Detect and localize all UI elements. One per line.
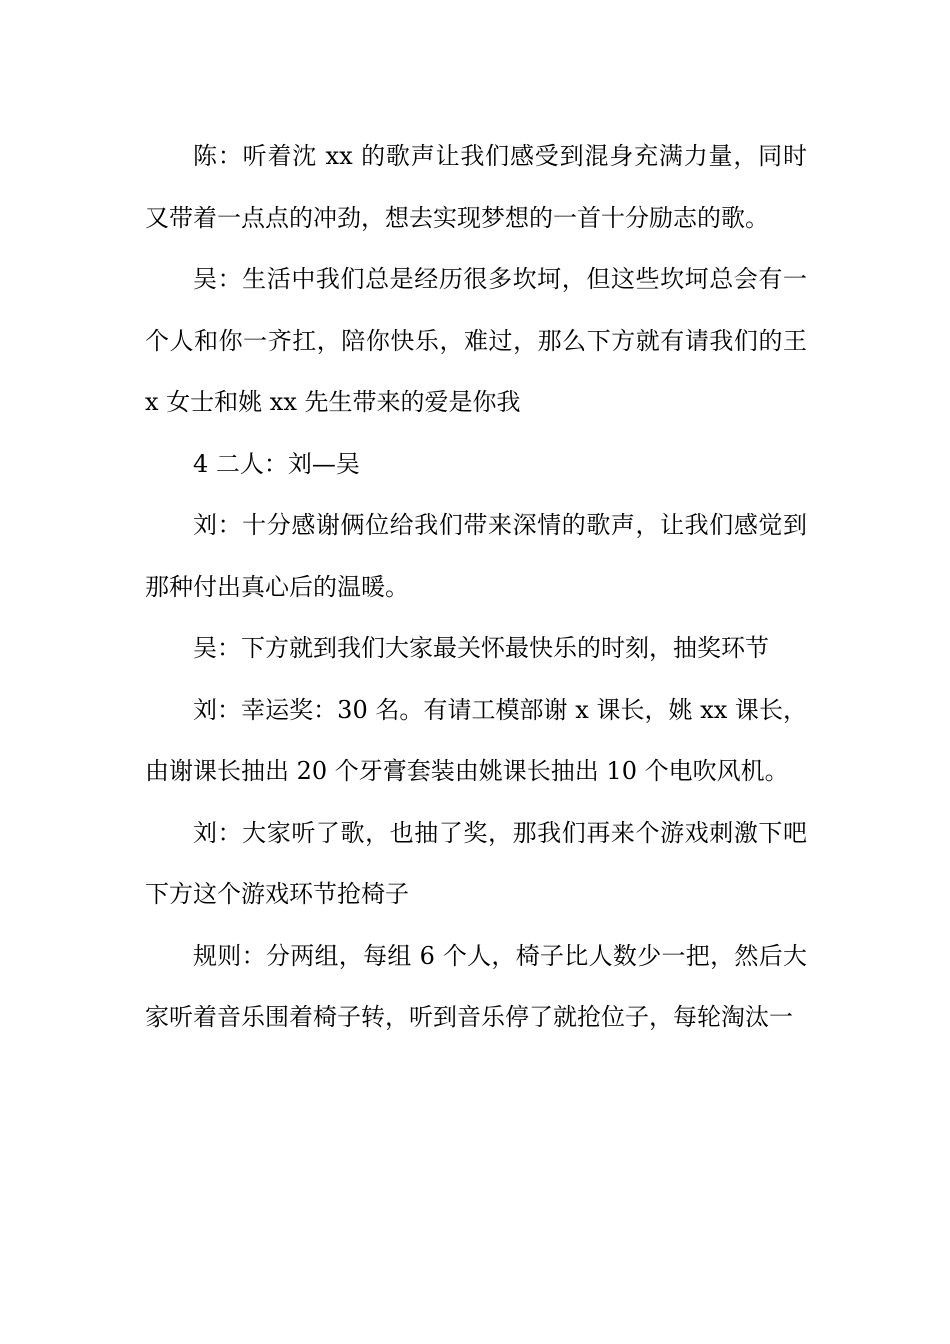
paragraph-liu-lucky-prize: 刘：幸运奖：30 名。有请工模部谢 x 课长，姚 xx 课长，由谢课长抽出 20 个牙膏套装由姚课长抽出 10 个电吹风机。 (145, 695, 807, 785)
paragraph-wu-introduce-duet: 吴：生活中我们总是经历很多坎坷，但这些坎坷总会有一个人和你一齐扛，陪你快乐，难过，那么下方就有请我们的王 x 女士和姚 xx 先生带来的爱是你我 (145, 265, 807, 416)
paragraph-section-heading: 4 二人：刘—吴 (193, 449, 360, 478)
paragraph-wu-lottery: 吴：下方就到我们大家最关怀最快乐的时刻，抽奖环节 (193, 634, 769, 662)
paragraph-liu-thanks: 刘：十分感谢俩位给我们带来深情的歌声，让我们感觉到那种付出真心后的温暖。 (145, 511, 807, 601)
paragraph-game-rules: 规则：分两组，每组 6 个人，椅子比人数少一把，然后大家听着音乐围着椅子转，听到音乐停了就抢位子，每轮淘汰一 (145, 941, 807, 1031)
paragraph-chen-song-comment: 陈：听着沈 xx 的歌声让我们感受到混身充满力量，同时又带着一点点的冲劲，想去实现梦想的一首十分励志的歌。 (145, 142, 807, 232)
paragraph-liu-game-intro: 刘：大家听了歌，也抽了奖，那我们再来个游戏刺激下吧下方这个游戏环节抢椅子 (145, 818, 807, 908)
document-body (145, 126, 807, 1049)
